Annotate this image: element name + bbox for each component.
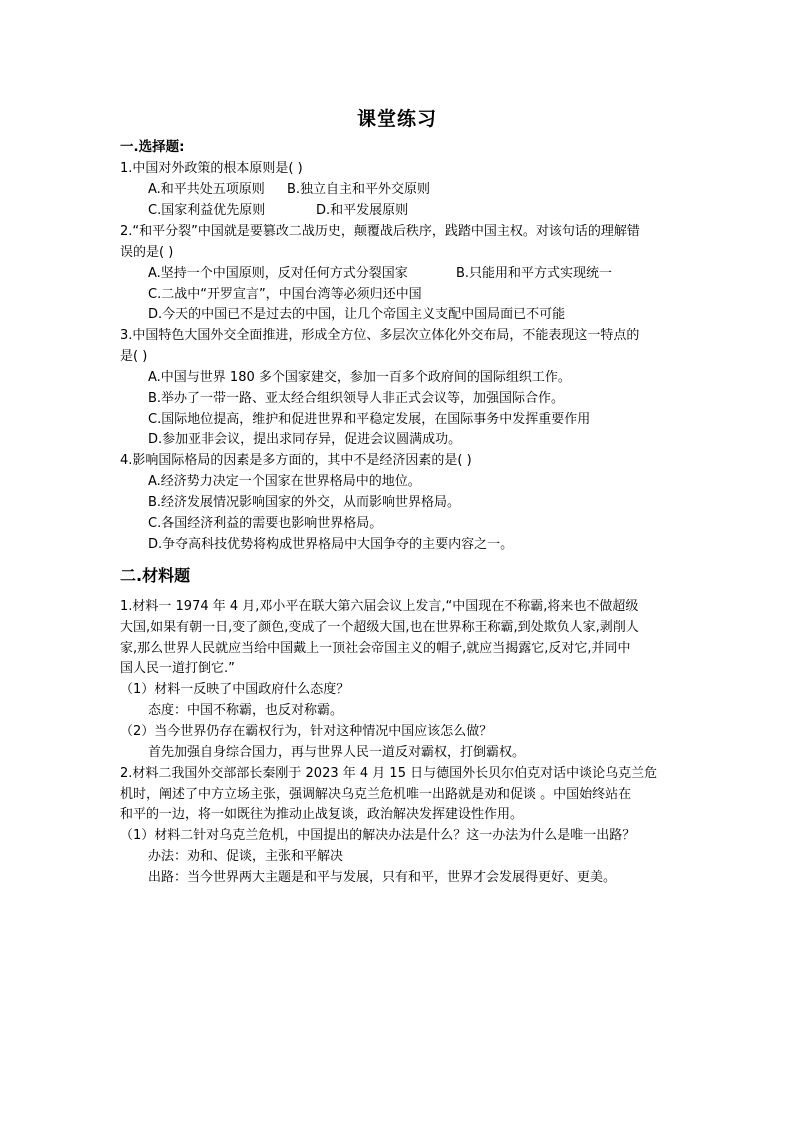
material-2-line-2: 机时，阐述了中方立场主张，强调解决乌克兰危机唯一出路就是劝和促谈 。中国始终站在	[120, 787, 632, 802]
question-1-option-c: C.国家利益优先原则	[148, 203, 266, 218]
question-3-option-d: D.参加亚非会议，提出求同存异，促进会议圆满成功。	[148, 432, 462, 447]
question-4-option-d: D.争夺高科技优势将构成世界格局中大国争夺的主要内容之一。	[148, 537, 514, 552]
question-1-option-a: A.和平共处五项原则	[148, 182, 265, 197]
question-3-option-b: B.举办了一带一路、亚太经合组织领导人非正式会议等，加强国际合作。	[148, 391, 565, 406]
question-2-option-a: A.坚持一个中国原则，反对任何方式分裂国家	[148, 266, 408, 281]
question-1-stem: 1.中国对外政策的根本原则是( )	[120, 161, 303, 176]
question-4-option-c: C.各国经济利益的需要也影响世界格局。	[148, 516, 383, 531]
question-3-stem-line-2: 是( )	[120, 349, 148, 364]
material-1-line-3: 家,那么世界人民就应当给中国戴上一顶社会帝国主义的帽子,就应当揭露它,反对它,并同中	[120, 641, 631, 656]
material-2-line-3: 和平的一边，将一如既往为推动止战复谈，政治解决发挥建设性作用。	[120, 807, 524, 822]
question-4-option-b: B.经济发展情况影响国家的外交，从而影响世界格局。	[148, 495, 461, 510]
material-1-line-1: 1.材料一 1974 年 4 月,邓小平在联大第六届会议上发言,“中国现在不称霸,将来也不做超级	[120, 599, 639, 614]
material-2-line-1: 2.材料二我国外交部部长秦刚于 2023 年 4 月 15 日与德国外长贝尔伯克对话中谈论乌克兰危	[120, 766, 658, 781]
question-1-option-d: D.和平发展原则	[316, 203, 409, 218]
question-2-option-b: B.只能用和平方式实现统一	[456, 266, 613, 281]
section-heading-material: 二.材料题	[120, 566, 191, 585]
question-1-option-b: B.独立自主和平外交原则	[287, 182, 431, 197]
material-1-line-4: 国人民一道打倒它.”	[120, 661, 235, 676]
question-3-option-c: C.国际地位提高，维护和促进世界和平稳定发展，在国际事务中发挥重要作用	[148, 412, 591, 427]
material-1-line-2: 大国,如果有朝一日,变了颜色,变成了一个超级大国,也在世界称王称霸,到处欺负人家,剥削人	[120, 620, 639, 635]
material-2-question-1: （1）材料二针对乌克兰危机，中国提出的解决办法是什么？这一办法为什么是唯一出路？	[120, 828, 636, 843]
question-2-stem-line-1: 2.“和平分裂”中国就是要篡改二战历史，颠覆战后秩序，践踏中国主权。对该句话的理解错	[120, 224, 640, 239]
question-2-option-d: D.今天的中国已不是过去的中国，让几个帝国主义支配中国局面已不可能	[148, 307, 566, 322]
question-2-option-c: C.二战中“开罗宣言”，中国台湾等必须归还中国	[148, 287, 422, 302]
material-1-question-1: （1）材料一反映了中国政府什么态度？	[120, 682, 350, 697]
material-2-answer-2: 出路：当今世界两大主题是和平与发展，只有和平，世界才会发展得更好、更美。	[148, 870, 617, 885]
page-title: 课堂练习	[356, 108, 437, 130]
question-3-option-a: A.中国与世界 180 多个国家建交，参加一百多个政府间的国际组织工作。	[148, 370, 571, 385]
question-4-stem: 4.影响国际格局的因素是多方面的，其中不是经济因素的是( )	[120, 453, 472, 468]
material-1-answer-1: 态度：中国不称霸，也反对称霸。	[148, 703, 344, 718]
question-3-stem-line-1: 3.中国特色大国外交全面推进，形成全方位、多层次立体化外交布局，不能表现这一特点的	[120, 328, 640, 343]
material-2-answer-1: 办法：劝和、促谈，主张和平解决	[148, 849, 344, 864]
material-1-answer-2: 首先加强自身综合国力，再与世界人民一道反对霸权，打倒霸权。	[148, 745, 526, 760]
question-4-option-a: A.经济势力决定一个国家在世界格局中的地位。	[148, 474, 421, 489]
material-1-question-2: （2）当今世界仍存在霸权行为，针对这种情况中国应该怎么做？	[120, 724, 493, 739]
section-heading-choice: 一.选择题:	[120, 139, 185, 155]
question-2-stem-line-2: 误的是( )	[120, 245, 174, 260]
